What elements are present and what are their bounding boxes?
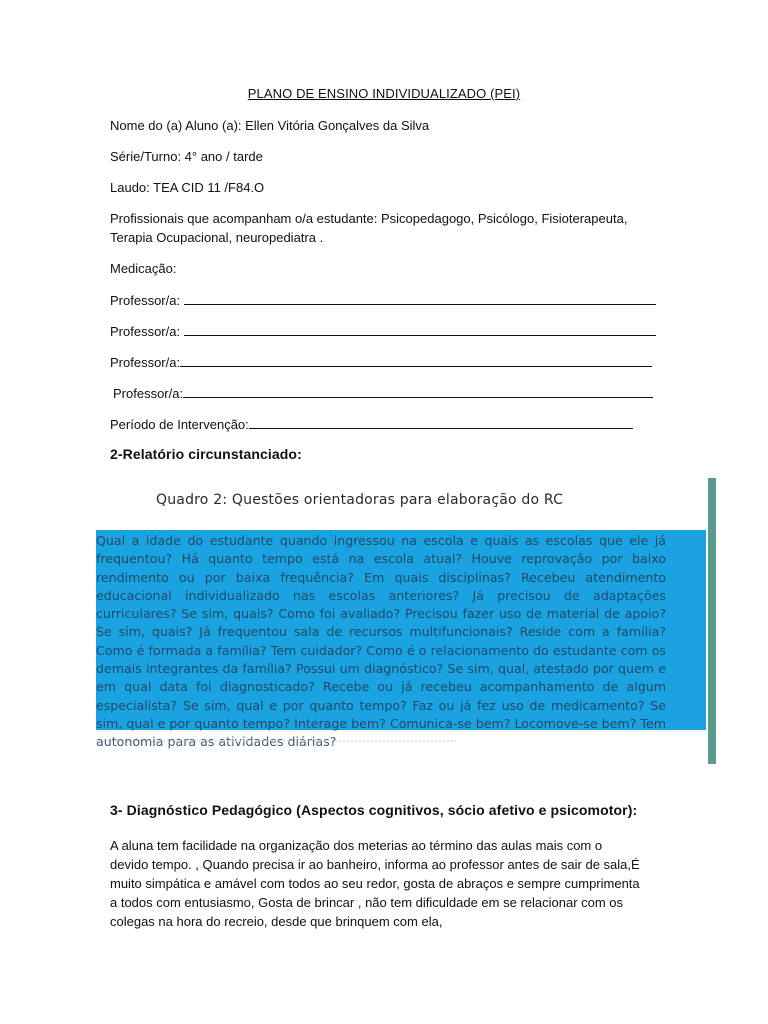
professor-label-2: Professor/a: [110,324,184,339]
professor-blank-4 [183,384,653,398]
faded-line [96,740,456,752]
periodo-field [110,415,633,434]
medicacao-label: Medicação: [110,261,177,276]
professor-label-4: Professor/a: [113,386,184,401]
section-3-title: 3- Diagnóstico Pedagógico (Aspectos cognitivos, sócio afetivo e psicomotor): [110,802,638,818]
professor-field-2 [110,322,656,341]
professor-blank-2 [184,322,656,336]
professor-field-3 [110,353,652,372]
periodo-blank [249,415,633,429]
professor-blank-1 [184,291,656,305]
periodo-label: Período de Intervenção: [110,417,249,432]
side-strip [708,478,716,764]
quadro-2-text: Qual a idade do estudante quando ingressou na escola e quais as escolas que ele já frequentou? Há quanto tempo está na escola atual? Houve reprovação por baixo rendimento ou por baixa frequência? Em quais disciplinas? Recebeu atendimento educacional individualizado nas escolas anteriores? Já precisou de adaptações curriculares? Se sim, quais? Como foi avaliado? Precisou fazer uso de material de apoio? Se sim, quais? Já frequentou sala de recursos multifuncionais? Reside com a família? Como é formada a família? Tem cuidador? Como é o relacionamento do estudante com os demais integrantes da família? Possui um diagnóstico? Se sim, qual, atestado por quem e em qual data foi diagnosticado? Recebe ou já recebeu acompanhamento de algum especialista? Se sim, qual e por quanto tempo? Faz ou já fez uso de medicamento? Se sim, qual e por quanto tempo? Interage bem? Comunica-se bem? Locomove-se bem? Tem autonomia para as atividades diárias? [96,533,666,750]
quadro-2-title: Quadro 2: Questões orientadoras para elaboração do RC [156,492,564,508]
profissionais-line-1: Profissionais que acompanham o/a estudante: Psicopedagogo, Psicólogo, Fisioterapeuta, [110,211,628,226]
quadro-2-box [96,530,706,750]
professor-field-1 [110,291,656,310]
professor-blank-3 [180,353,652,367]
student-name-line: Nome do (a) Aluno (a): Ellen Vitória Gonçalves da Silva [110,118,430,133]
document-title: PLANO DE ENSINO INDIVIDUALIZADO (PEI) [247,86,521,101]
section-2-title: 2-Relatório circunstanciado: [110,446,302,462]
diagnostico-paragraph: A aluna tem facilidade na organização dos meterias ao término das aulas mais com o devido tempo. , Quando precisa ir ao banheiro, informa ao professor antes de sair de sala,É muito simpática e amável com todos ao seu redor, gosta de abraços e sempre cumprimenta a todos com entusiasmo, Gosta de brincar , não tem dificuldade em se relacionar com os colegas na hora do recreio, desde que brinquem com ela, [110,838,640,929]
serie-turno-line: Série/Turno: 4° ano / tarde [110,149,263,164]
profissionais-line-2: Terapia Ocupacional, neuropediatra . [110,230,324,245]
quadro-2-image [96,478,706,768]
professor-label-1: Professor/a: [110,293,184,308]
professor-field-4 [113,384,653,403]
professor-label-3: Professor/a: [110,355,181,370]
laudo-line: Laudo: TEA CID 11 /F84.O [110,180,265,195]
